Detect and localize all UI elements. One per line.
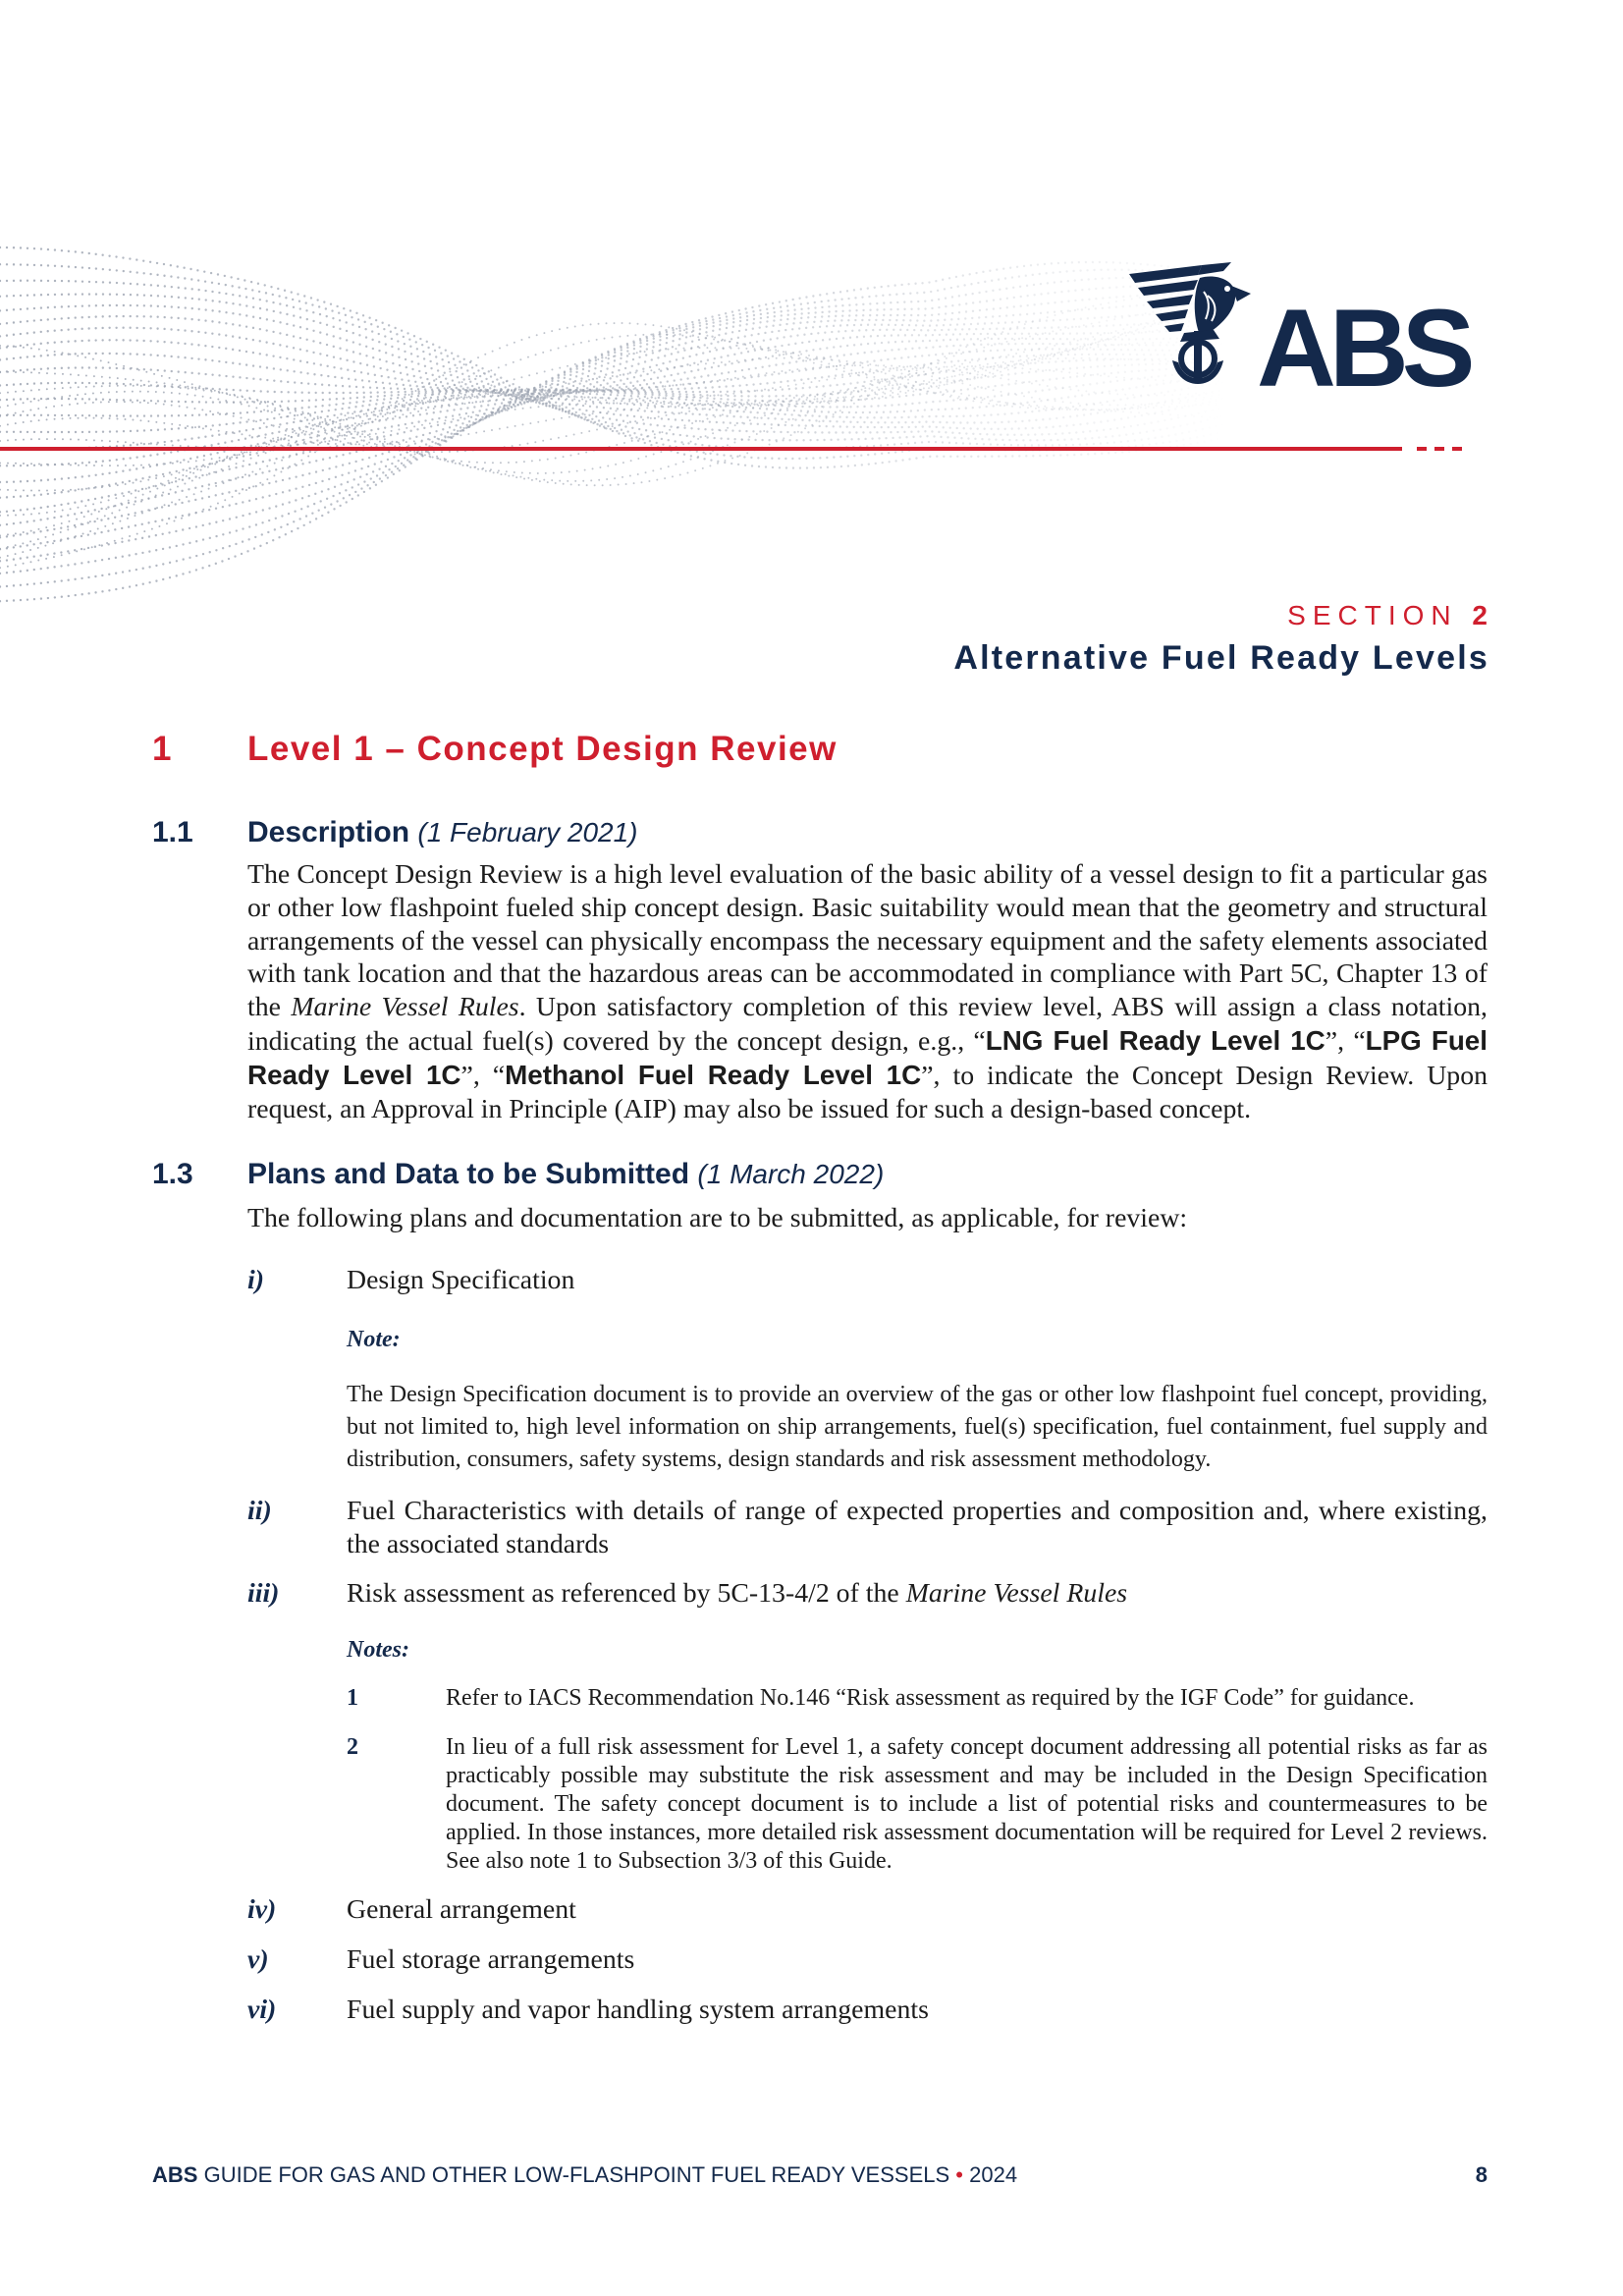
subheading-title: Description	[247, 816, 410, 848]
wave-dot-line	[0, 296, 1233, 481]
header-rule-dash	[1434, 447, 1444, 451]
wave-dot-line	[0, 328, 1233, 423]
list-item	[247, 1943, 1488, 1977]
header-red-rule	[0, 447, 1402, 451]
section-label	[1287, 598, 1494, 633]
description-paragraph	[247, 858, 1488, 1125]
note-number: 2	[347, 1734, 358, 1761]
wave-dot-line	[0, 295, 1233, 441]
heading-level-1	[152, 729, 1488, 770]
note-item-text: In lieu of a full risk assessment for Level 1, a safety concept document addressing all potential risks as far as practicably possible may substitute the risk assessment and may be included in the Design Specification document. The safety concept document is to include a list of potential risks and countermeasures to be applied. In those instances, more detailed risk assessment documentation will be required for Level 2 reviews. See also note 1 to Subsection 3/3 of this Guide.	[446, 1734, 1488, 1875]
wave-dot-line	[0, 328, 1233, 498]
subheading-plans	[152, 1157, 1488, 1192]
header-rule-dash	[1452, 447, 1462, 451]
plans-intro: The following plans and documentation are to be submitted, as applicable, for review:	[247, 1203, 1188, 1234]
list-item-text-part: Risk assessment as referenced by 5C-13-4/2 of the	[347, 1577, 906, 1609]
subheading-text	[247, 1157, 884, 1192]
list-item-label: v)	[247, 1944, 269, 1976]
list-item	[247, 1577, 1488, 1611]
list-item-text: Fuel Characteristics with details of range of expected properties and composition and, where existing, the associated standards	[347, 1495, 1488, 1559]
paragraph-text: ”, “	[1325, 1025, 1366, 1057]
subheading-number: 1.3	[152, 1158, 193, 1191]
class-notation: Methanol Fuel Ready Level 1C	[505, 1059, 922, 1090]
list-item-text	[347, 1577, 1488, 1611]
list-item-label: iii)	[247, 1577, 280, 1609]
wave-pattern	[0, 226, 1276, 638]
subheading-title: Plans and Data to be Submitted	[247, 1158, 690, 1191]
footer-year: 2024	[969, 2162, 1018, 2187]
list-item-label: i)	[247, 1265, 264, 1296]
rules-reference: Marine Vessel Rules	[905, 1577, 1128, 1609]
eagle-emblem-icon	[1129, 262, 1257, 388]
list-item	[247, 1893, 1488, 1927]
note-number: 1	[347, 1685, 358, 1712]
footer-separator: •	[955, 2162, 963, 2187]
header-rule-dash	[1417, 447, 1427, 451]
section-number: 2	[1472, 600, 1494, 630]
list-item-label: vi)	[247, 1994, 277, 2025]
page-footer	[152, 2160, 1488, 2190]
notes-label: Notes:	[347, 1637, 409, 1664]
list-item	[247, 1495, 1488, 1561]
list-item-text: Fuel storage arrangements	[347, 1944, 635, 1976]
subheading-date: (1 February 2021)	[417, 817, 638, 847]
page-number: 8	[1475, 2162, 1488, 2187]
list-item-label: iv)	[247, 1894, 277, 1926]
list-item-label: ii)	[247, 1495, 272, 1526]
class-notation: LNG Fuel Ready Level 1C	[985, 1024, 1325, 1056]
note-text: The Design Specification document is to provide an overview of the gas or other low flashpoint fuel concept, providing, but not limited to, high level information on ship arrangements, fuel(s) specification, fuel containment, fuel supply and distribution, consumers, safety systems, design standards and risk assessment methodology.	[347, 1381, 1488, 1472]
subheading-date: (1 March 2022)	[697, 1159, 885, 1190]
wave-lines-group	[0, 247, 1233, 601]
wave-dot-line	[0, 286, 1233, 561]
heading-number: 1	[152, 730, 173, 768]
class-notation: LPG Fuel Ready Level 1C	[247, 1024, 1488, 1090]
paragraph-text: ”, to indicate the Concept Design Review. Upon request, an Approval in Principle (AIP) may also be issued for such a design-based concept.	[247, 1060, 1488, 1124]
list-item-text: General arrangement	[347, 1894, 576, 1926]
subheading-description	[152, 815, 1488, 850]
section-title: Alternative Fuel Ready Levels	[953, 639, 1489, 677]
section-word: SECTION	[1287, 600, 1458, 630]
footer-title: GUIDE FOR GAS AND OTHER LOW-FLASHPOINT FUEL READY VESSELS	[203, 2162, 950, 2187]
wave-dot-line	[0, 340, 1233, 417]
wave-dot-line	[0, 324, 1233, 445]
heading-title: Level 1 – Concept Design Review	[247, 730, 838, 768]
paragraph-text: The Concept Design Review is a high level evaluation of the basic ability of a vessel design to fit a particular gas or other low flashpoint fueled ship concept design. Basic suitability would mean that the geometry and structural arrangements of the vessel can physically encompass the necessary equipment and the safety elements associated with tank location and that the hazardous areas can be accommodated in compliance with Part 5C, Chapter 13 of the	[247, 859, 1488, 1023]
subheading-number: 1.1	[152, 816, 193, 848]
list-item-text: Fuel supply and vapor handling system arrangements	[347, 1994, 929, 2025]
wave-dot-line	[0, 281, 1233, 450]
footer-brand: ABS	[152, 2162, 198, 2187]
wave-dot-line	[0, 278, 1233, 574]
note-label: Note:	[347, 1326, 401, 1352]
note-item	[347, 1684, 1488, 1713]
subheading-text	[247, 815, 637, 850]
list-item-text: Design Specification	[347, 1265, 575, 1296]
paragraph-text: ”, “	[460, 1060, 506, 1091]
abs-logo-wordmark: ABS	[1257, 287, 1469, 410]
note-item	[347, 1733, 1488, 1876]
rules-reference: Marine Vessel Rules	[291, 992, 519, 1023]
list-item	[247, 1264, 1488, 1297]
note-item-text: Refer to IACS Recommendation No.146 “Risk assessment as required by the IGF Code” for guidance.	[446, 1685, 1415, 1712]
paragraph-text: . Upon satisfactory completion of this review level, ABS will assign a class notation, indicating the actual fuel(s) covered by the concept design, e.g., “	[247, 992, 1488, 1057]
wave-dot-line	[0, 295, 1233, 550]
main-content	[152, 729, 1488, 2027]
list-item	[247, 1994, 1488, 2027]
